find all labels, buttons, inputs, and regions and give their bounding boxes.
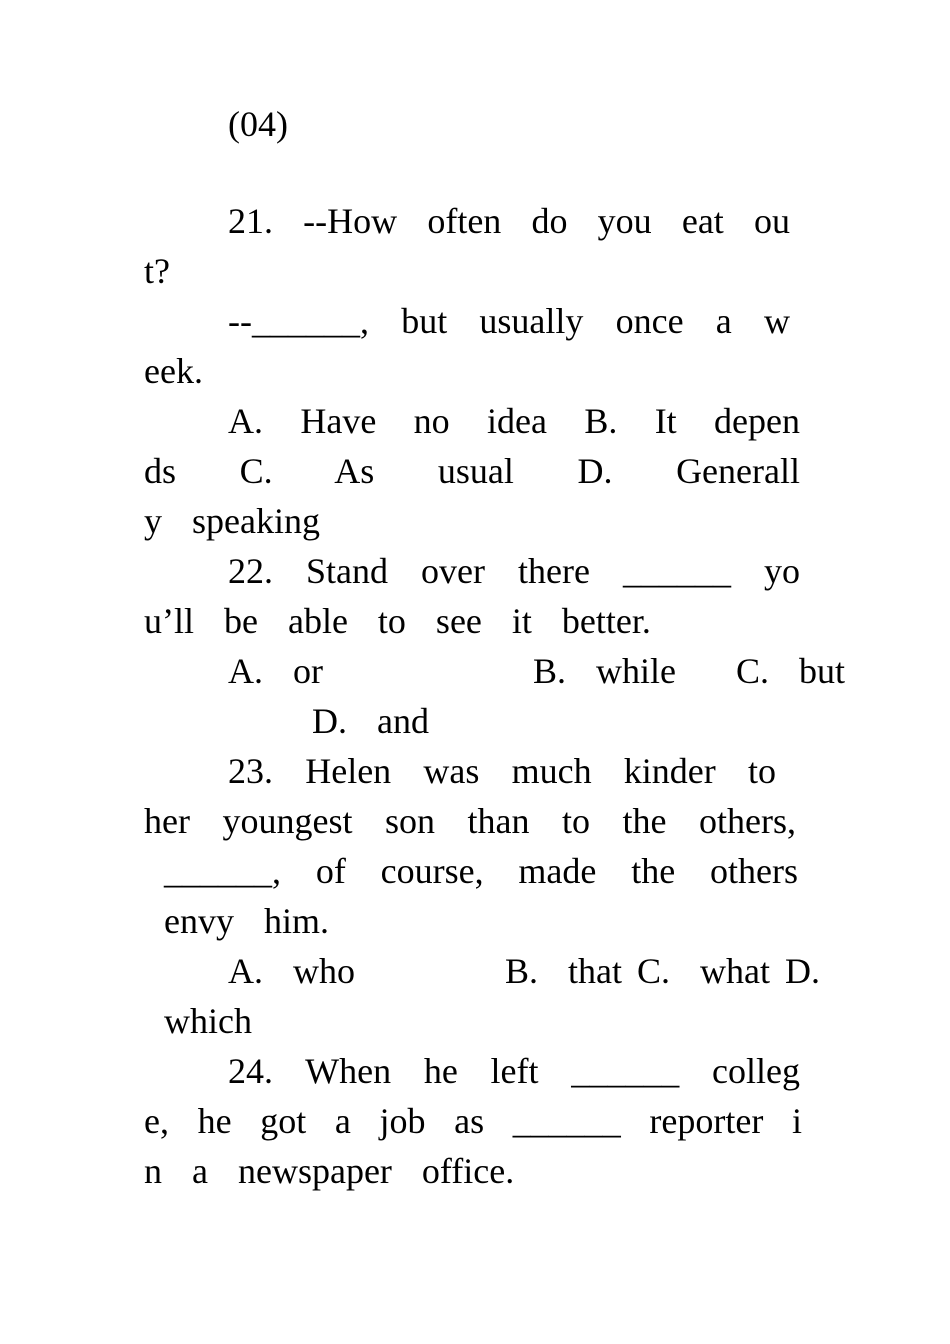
section-number: (04): [228, 104, 288, 144]
q24-line-1: 24. When he left ______ colleg: [228, 1051, 800, 1091]
q21-option-line-2: ds C. As usual D. Generall: [144, 451, 800, 491]
q21-line-3: --______, but usually once a w: [228, 301, 790, 341]
q22-line-1: 22. Stand over there ______ yo: [228, 551, 800, 591]
q21-option-line-3: y speaking: [144, 501, 320, 541]
q23-option-line-2: which: [164, 1001, 252, 1041]
q21-line-2: t?: [144, 251, 170, 291]
q24-line-2: e, he got a job as ______ reporter i: [144, 1101, 802, 1141]
q23-line-4: envy him.: [164, 901, 329, 941]
q24-line-3: n a newspaper office.: [144, 1151, 515, 1191]
q22-line-2: u’ll be able to see it better.: [144, 601, 651, 641]
q22-option-line-2: D. and: [312, 701, 429, 741]
q23-line-1: 23. Helen was much kinder to: [228, 751, 776, 791]
q22-option-line-1: A. or B. while C. but: [228, 651, 845, 691]
q23-line-2: her youngest son than to the others,: [144, 801, 796, 841]
q21-line-1: 21. --How often do you eat ou: [228, 201, 790, 241]
q21-line-4: eek.: [144, 351, 203, 391]
q23-option-line-1: A. who B. that C. what D.: [228, 951, 820, 991]
q21-option-line-1: A. Have no idea B. It depen: [228, 401, 800, 441]
q23-line-3: ______, of course, made the others: [164, 851, 798, 891]
